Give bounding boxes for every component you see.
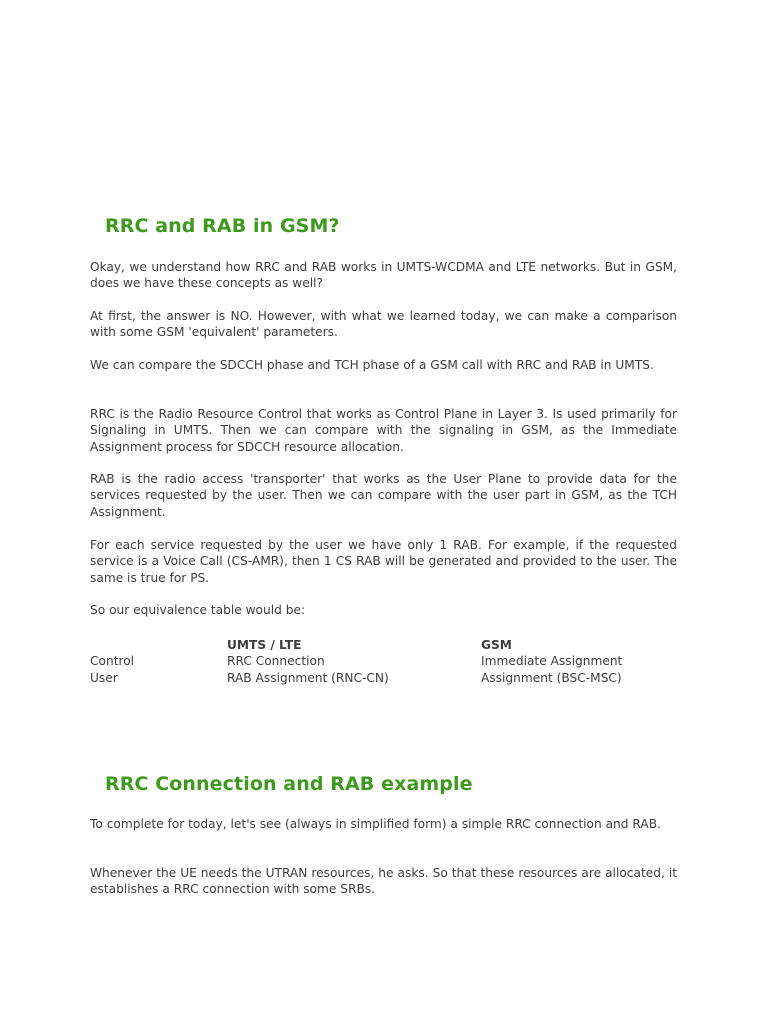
paragraph: Whenever the UE needs the UTRAN resources, he asks. So that these resources are allocated, it establishes a RRC connection with some SRBs. (90, 866, 677, 897)
paragraph: So our equivalence table would be: (90, 603, 306, 617)
section-heading-rrc-connection-rab-example: RRC Connection and RAB example (105, 773, 473, 795)
table-row (90, 653, 677, 669)
table-header-cell (90, 637, 227, 653)
paragraph: RRC is the Radio Resource Control that works as Control Plane in Layer 3. Is used primarily for Signaling in UMTS. Then we can compare with the signaling in GSM, as the Immediate Assignment process for SDCCH resource allocation. (90, 407, 677, 454)
table-cell: User (90, 670, 118, 685)
section-heading-rrc-rab-gsm: RRC and RAB in GSM? (105, 215, 340, 237)
table-row (90, 670, 677, 686)
table-cell: RAB Assignment (RNC-CN) (227, 670, 389, 685)
paragraph: RAB is the radio access 'transporter' that works as the User Plane to provide data for the services requested by the user. Then we can compare with the user part in GSM, as the TCH Assignment. (90, 472, 677, 519)
table-header-cell: UMTS / LTE (227, 638, 302, 652)
table-header-row (90, 637, 677, 653)
paragraph: To complete for today, let's see (always in simplified form) a simple RRC connection and RAB. (90, 817, 661, 831)
table-cell: RRC Connection (227, 654, 325, 669)
paragraph: For each service requested by the user we have only 1 RAB. For example, if the requested service is a Voice Call (CS-AMR), then 1 CS RAB will be generated and provided to the user. The same is true for PS. (90, 538, 677, 585)
paragraph: At first, the answer is NO. However, with what we learned today, we can make a comparison with some GSM 'equivalent' parameters. (90, 309, 677, 340)
paragraph: Okay, we understand how RRC and RAB works in UMTS-WCDMA and LTE networks. But in GSM, does we have these concepts as well? (90, 260, 677, 291)
table-cell: Control (90, 654, 135, 669)
table-cell: Immediate Assignment (481, 654, 623, 669)
table-header-cell: GSM (481, 638, 512, 652)
table-cell: Assignment (BSC-MSC) (481, 670, 622, 685)
paragraph: We can compare the SDCCH phase and TCH phase of a GSM call with RRC and RAB in UMTS. (90, 358, 654, 372)
equivalence-table (90, 637, 677, 686)
